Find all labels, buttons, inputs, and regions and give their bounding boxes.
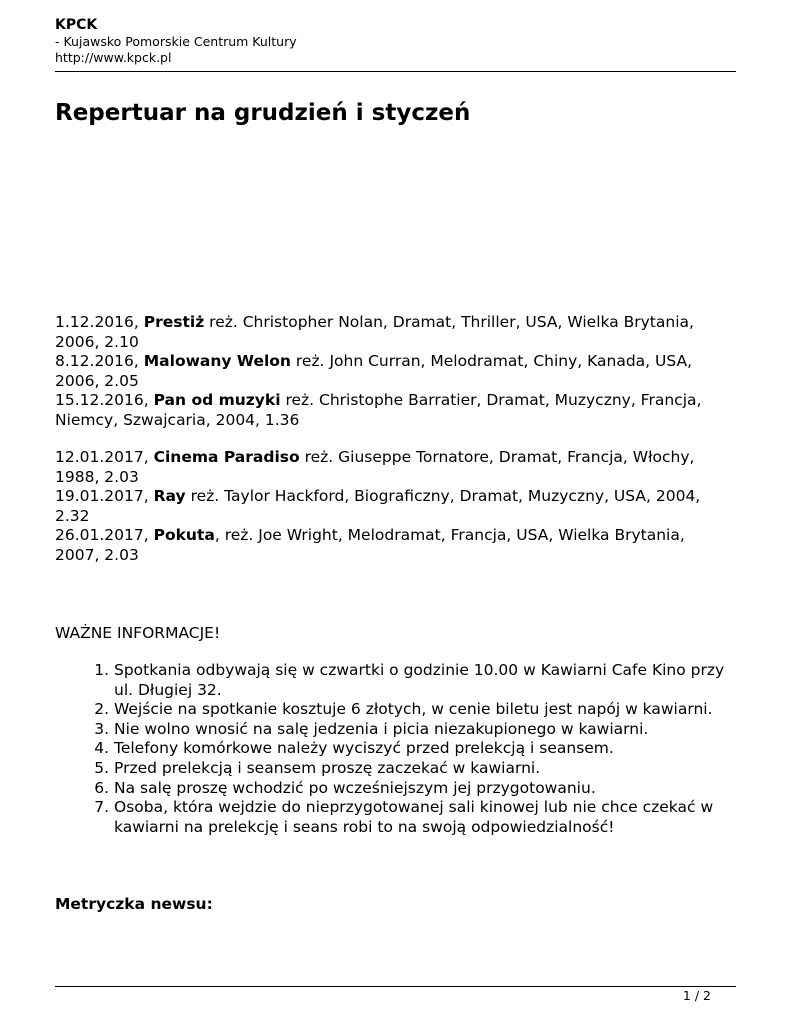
page-title: Repertuar na grudzień i styczeń — [55, 100, 471, 126]
entry-details: reż. Christophe Barratier, Dramat, Muzyczny, Francja, Niemcy, Szwajcaria, 2004, 1.36 — [55, 391, 702, 429]
rule-item: 4. Telefony komórkowe należy wyciszyć przed prelekcją i seansem. — [114, 739, 735, 759]
org-full-name: - Kujawsko Pomorskie Centrum Kultury — [55, 34, 297, 49]
org-name: KPCK — [55, 17, 98, 33]
header-divider — [55, 71, 736, 72]
rule-item: 5. Przed prelekcją i seansem proszę zaczekać w kawiarni. — [114, 759, 735, 779]
rule-item: 6. Na salę proszę wchodzić po wcześniejszym jej przygotowaniu. — [114, 779, 735, 799]
film-title: Pan od muzyki — [153, 391, 281, 410]
rules-list — [55, 661, 735, 837]
page-number: 1 / 2 — [682, 988, 711, 1003]
program-entry — [55, 391, 715, 430]
entry-details: reż. Christopher Nolan, Dramat, Thriller, USA, Wielka Brytania, 2006, 2.10 — [55, 313, 694, 351]
rule-item: 7. Osoba, która wejdzie do nieprzygotowanej sali kinowej lub nie chce czekać w kawiarni na prelekcję i seans robi to na swoją odpowiedzialność! — [114, 798, 735, 837]
film-title: Cinema Paradiso — [153, 448, 300, 466]
program-entry — [55, 313, 715, 352]
program-entry — [55, 487, 715, 526]
document-header — [55, 16, 736, 66]
entry-details: , reż. Joe Wright, Melodramat, Francja, USA, Wielka Brytania, 2007, 2.03 — [55, 526, 685, 564]
program-entry — [55, 352, 715, 391]
info-heading: WAŻNE INFORMACJE! — [55, 624, 221, 642]
january-program — [55, 448, 715, 566]
footer-divider — [55, 986, 736, 987]
program-entry — [55, 448, 715, 487]
entry-details: reż. Giuseppe Tornatore, Dramat, Francja, Włochy, 1988, 2.03 — [55, 448, 695, 486]
entry-details: reż. Taylor Hackford, Biograficzny, Dramat, Muzyczny, USA, 2004, 2.32 — [55, 487, 701, 525]
rule-item: 2. Wejście na spotkanie kosztuje 6 złotych, w cenie biletu jest napój w kawiarni. — [114, 700, 735, 720]
org-url: http://www.kpck.pl — [55, 50, 172, 65]
entry-date: 12.01.2017, — [55, 448, 154, 466]
film-title: Prestiż — [143, 313, 205, 331]
december-program — [55, 313, 715, 431]
film-title: Ray — [153, 487, 186, 506]
meta-label: Metryczka newsu: — [55, 895, 213, 913]
program-entry — [55, 526, 715, 565]
entry-date: 19.01.2017, — [55, 487, 154, 506]
rule-item: 3. Nie wolno wnosić na salę jedzenia i picia niezakupionego w kawiarni. — [114, 720, 735, 740]
entry-date: 15.12.2016, — [55, 391, 154, 410]
entry-date: 1.12.2016, — [55, 313, 144, 331]
entry-date: 26.01.2017, — [55, 526, 154, 545]
film-title: Pokuta — [153, 526, 215, 545]
entry-details: reż. John Curran, Melodramat, Chiny, Kanada, USA, 2006, 2.05 — [55, 352, 693, 390]
entry-date: 8.12.2016, — [55, 352, 144, 371]
film-title: Malowany Welon — [143, 352, 291, 371]
rule-item: 1. Spotkania odbywają się w czwartki o godzinie 10.00 w Kawiarni Cafe Kino przy ul. Długiej 32. — [114, 661, 735, 700]
